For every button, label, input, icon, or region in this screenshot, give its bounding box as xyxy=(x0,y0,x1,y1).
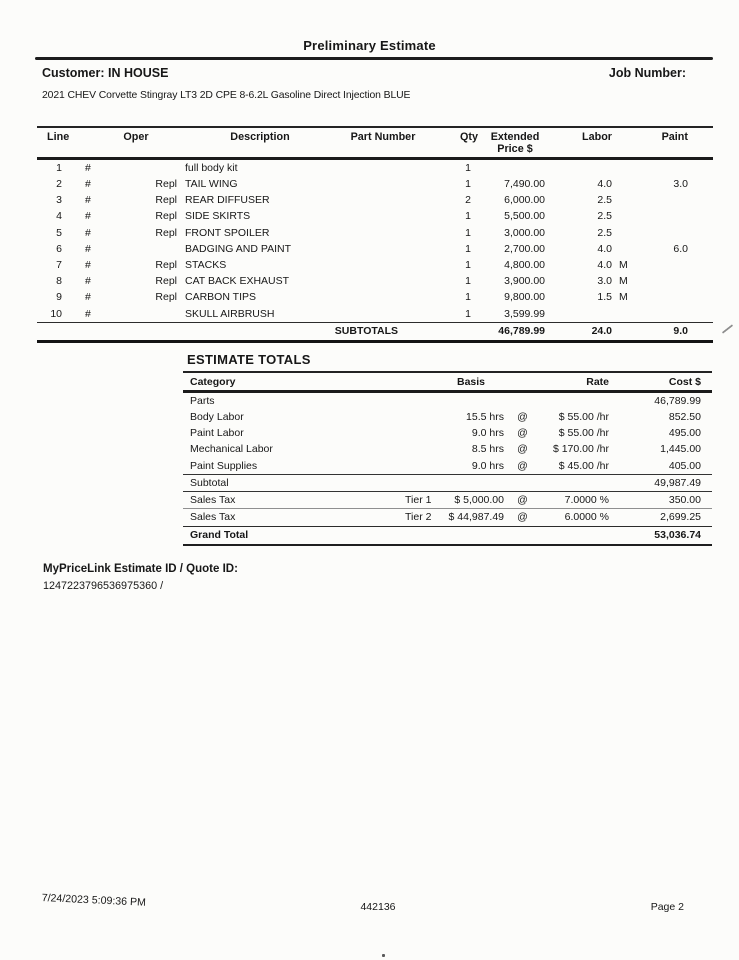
pen-mark-artifact xyxy=(722,324,733,334)
item-part-number xyxy=(341,306,425,323)
item-description: TAIL WING xyxy=(185,178,238,191)
col-header-oper: Oper xyxy=(123,131,149,143)
item-marker: # xyxy=(85,242,91,255)
item-line-number: 5 xyxy=(56,226,62,239)
item-part-number xyxy=(341,257,425,273)
totals-row xyxy=(183,442,712,458)
totals-rate xyxy=(535,526,615,545)
col-header-paint: Paint xyxy=(661,131,688,143)
item-part-number xyxy=(341,159,425,177)
item-extended-price: 3,599.99 xyxy=(504,307,545,320)
item-paint-hours xyxy=(634,159,690,177)
item-description: STACKS xyxy=(185,258,227,271)
subtotals-row xyxy=(37,322,713,341)
item-description: SIDE SKIRTS xyxy=(185,210,251,223)
item-marker: # xyxy=(85,275,91,288)
subtotals-label: SUBTOTALS xyxy=(334,325,398,338)
subtotals-extended-price: 46,789.99 xyxy=(498,325,545,338)
table-row xyxy=(37,257,713,273)
item-oper xyxy=(93,241,179,257)
item-line-number: 3 xyxy=(56,194,62,207)
item-labor-flag xyxy=(614,192,634,208)
item-labor-flag: M xyxy=(619,291,628,304)
item-extended-price xyxy=(480,159,550,177)
totals-row xyxy=(183,425,712,441)
item-extended-price: 3,000.00 xyxy=(504,226,545,239)
customer-label: Customer: IN HOUSE xyxy=(42,66,169,80)
item-paint-hours xyxy=(634,192,690,208)
item-part-number xyxy=(341,241,425,257)
totals-tier xyxy=(390,458,432,475)
item-paint-hours xyxy=(634,225,690,241)
totals-category: Sales Tax xyxy=(190,493,236,506)
col-header-description: Description xyxy=(230,131,290,143)
item-labor-hours: 2.5 xyxy=(597,210,612,223)
item-marker: # xyxy=(85,291,91,304)
item-labor-flag xyxy=(614,306,634,323)
item-part-number xyxy=(341,192,425,208)
items-header-row xyxy=(37,127,713,159)
col-header-basis: Basis xyxy=(456,375,486,388)
item-part-number xyxy=(341,273,425,289)
totals-sales-tax-row xyxy=(183,492,712,509)
item-marker: # xyxy=(85,226,91,239)
item-labor-hours: 4.0 xyxy=(597,258,612,271)
totals-basis xyxy=(432,392,510,410)
item-description: BADGING AND PAINT xyxy=(185,242,291,255)
totals-rate: 7.0000 % xyxy=(564,493,609,506)
item-labor-flag xyxy=(614,159,634,177)
item-labor-hours: 2.5 xyxy=(597,194,612,207)
item-line-number: 7 xyxy=(56,258,62,271)
totals-cost: 852.50 xyxy=(668,411,701,424)
item-extended-price: 7,490.00 xyxy=(504,178,545,191)
item-labor-flag xyxy=(614,225,634,241)
item-extended-price: 5,500.00 xyxy=(504,210,545,223)
footer-datetime: 7/24/2023 5:09:36 PM xyxy=(41,892,147,909)
document-title: Preliminary Estimate xyxy=(303,38,436,53)
item-marker: # xyxy=(85,258,91,271)
totals-basis: 8.5 hrs xyxy=(471,443,504,456)
subtotals-paint: 9.0 xyxy=(673,325,688,338)
totals-at-sign: @ xyxy=(517,459,528,472)
totals-basis: $ 44,987.49 xyxy=(448,511,504,524)
item-description: FRONT SPOILER xyxy=(185,226,270,239)
item-description: CARBON TIPS xyxy=(185,291,256,304)
extended-price-header-line2: Price $ xyxy=(497,143,533,155)
col-header-category: Category xyxy=(190,375,236,388)
item-oper: Repl xyxy=(155,275,177,288)
totals-grand-total-row xyxy=(183,526,712,545)
item-oper: Repl xyxy=(155,194,177,207)
totals-cost: 1,445.00 xyxy=(660,443,701,456)
subtotals-labor: 24.0 xyxy=(591,325,612,338)
totals-tier xyxy=(390,425,432,441)
table-row xyxy=(37,192,713,208)
item-paint-hours xyxy=(634,306,690,323)
totals-header-row xyxy=(183,373,712,392)
table-row xyxy=(37,306,713,323)
totals-category: Paint Supplies xyxy=(190,459,258,472)
item-labor-hours: 1.5 xyxy=(597,291,612,304)
col-header-marker xyxy=(67,127,93,159)
footer-document-number: 442136 xyxy=(360,901,396,913)
totals-rate: $ 55.00 /hr xyxy=(558,411,609,424)
table-row xyxy=(37,159,713,177)
item-marker: # xyxy=(85,178,91,191)
totals-basis: 15.5 hrs xyxy=(466,411,504,424)
item-description: SKULL AIRBRUSH xyxy=(185,307,275,320)
totals-category: Mechanical Labor xyxy=(190,443,273,456)
col-header-labor-flag xyxy=(614,127,634,159)
item-qty: 1 xyxy=(465,258,471,271)
totals-row xyxy=(183,409,712,425)
item-paint-hours xyxy=(634,209,690,225)
item-labor-flag: M xyxy=(619,258,628,271)
item-line-number: 10 xyxy=(50,307,62,320)
totals-cost: 53,036.74 xyxy=(654,528,701,541)
col-header-cost: Cost $ xyxy=(668,375,701,388)
col-header-qty: Qty xyxy=(460,131,478,143)
totals-basis: 9.0 hrs xyxy=(471,459,504,472)
totals-rate xyxy=(535,392,615,410)
totals-cost: 405.00 xyxy=(668,459,701,472)
job-number-label: Job Number: xyxy=(608,66,686,80)
item-qty: 1 xyxy=(465,210,471,223)
totals-tier xyxy=(390,409,432,425)
estimate-totals-section xyxy=(183,352,712,546)
item-extended-price: 9,800.00 xyxy=(504,291,545,304)
item-oper xyxy=(93,159,179,177)
item-qty: 1 xyxy=(465,226,471,239)
item-oper: Repl xyxy=(155,226,177,239)
item-extended-price: 6,000.00 xyxy=(504,194,545,207)
totals-at-sign: @ xyxy=(517,427,528,440)
vehicle-description: 2021 CHEV Corvette Stingray LT3 2D CPE 8-6.2L Gasoline Direct Injection BLUE xyxy=(42,90,411,101)
item-labor-flag: M xyxy=(619,275,628,288)
col-header-line: Line xyxy=(47,131,70,143)
totals-at-sign xyxy=(510,474,535,491)
totals-basis: $ 5,000.00 xyxy=(454,493,504,506)
totals-cost: 495.00 xyxy=(668,427,701,440)
item-qty: 1 xyxy=(465,161,471,174)
item-paint-hours xyxy=(634,257,690,273)
mypricelink-label: MyPriceLink Estimate ID / Quote ID: xyxy=(43,563,238,575)
totals-rate: 6.0000 % xyxy=(564,511,609,524)
table-row xyxy=(37,176,713,192)
totals-category: Body Labor xyxy=(190,411,244,424)
totals-at-sign xyxy=(510,526,535,545)
totals-rate: $ 45.00 /hr xyxy=(558,459,609,472)
item-labor-flag xyxy=(614,209,634,225)
totals-at-sign: @ xyxy=(517,411,528,424)
item-paint-hours xyxy=(634,290,690,306)
extended-price-header-line1: Extended xyxy=(490,131,540,143)
item-paint-hours: 6.0 xyxy=(673,242,688,255)
item-oper: Repl xyxy=(155,178,177,191)
totals-at-sign: @ xyxy=(517,443,528,456)
mypricelink-value: 1247223796536975360 / xyxy=(43,580,164,592)
totals-category: Subtotal xyxy=(190,476,229,489)
totals-basis xyxy=(432,526,510,545)
totals-at-sign: @ xyxy=(517,493,528,506)
estimate-totals-table xyxy=(183,373,712,546)
item-labor-flag xyxy=(614,241,634,257)
totals-tier xyxy=(390,392,432,410)
totals-tier: Tier 2 xyxy=(405,511,432,524)
item-part-number xyxy=(341,176,425,192)
totals-row xyxy=(183,458,712,475)
item-extended-price: 2,700.00 xyxy=(504,242,545,255)
item-labor-hours: 2.5 xyxy=(597,226,612,239)
item-marker: # xyxy=(85,307,91,320)
title-horizontal-rule xyxy=(35,57,713,60)
item-labor-flag xyxy=(614,176,634,192)
totals-tier: Tier 1 xyxy=(405,493,432,506)
item-paint-hours: 3.0 xyxy=(673,178,688,191)
line-items-table xyxy=(37,126,713,343)
footer-page-number: Page 2 xyxy=(650,901,684,913)
totals-category: Parts xyxy=(190,394,215,407)
item-marker: # xyxy=(85,161,91,174)
totals-category: Paint Labor xyxy=(190,427,244,440)
item-labor-hours: 4.0 xyxy=(597,178,612,191)
item-qty: 1 xyxy=(465,307,471,320)
item-labor-hours xyxy=(550,159,614,177)
totals-basis: 9.0 hrs xyxy=(471,427,504,440)
item-oper: Repl xyxy=(155,258,177,271)
col-header-rate: Rate xyxy=(586,375,609,388)
item-qty: 1 xyxy=(465,275,471,288)
totals-tier xyxy=(390,442,432,458)
item-line-number: 8 xyxy=(56,275,62,288)
item-qty: 2 xyxy=(465,194,471,207)
totals-basis xyxy=(432,474,510,491)
col-header-at xyxy=(510,373,535,392)
item-line-number: 4 xyxy=(56,210,62,223)
table-row xyxy=(37,209,713,225)
totals-at-sign xyxy=(510,392,535,410)
item-oper: Repl xyxy=(155,210,177,223)
col-header-spacer xyxy=(690,127,713,159)
totals-tier xyxy=(390,474,432,491)
totals-tier xyxy=(390,526,432,545)
estimate-totals-title: ESTIMATE TOTALS xyxy=(183,352,712,373)
col-header-labor: Labor xyxy=(582,131,612,143)
item-labor-hours: 3.0 xyxy=(597,275,612,288)
item-line-number: 9 xyxy=(56,291,62,304)
item-line-number: 2 xyxy=(56,178,62,191)
item-marker: # xyxy=(85,210,91,223)
item-line-number: 1 xyxy=(56,161,62,174)
item-labor-hours: 4.0 xyxy=(597,242,612,255)
table-row xyxy=(37,225,713,241)
item-description: REAR DIFFUSER xyxy=(185,194,270,207)
item-description: full body kit xyxy=(185,161,238,174)
item-oper xyxy=(93,306,179,323)
col-header-tier xyxy=(390,373,432,392)
item-part-number xyxy=(341,225,425,241)
table-row xyxy=(37,273,713,289)
scan-speck-artifact xyxy=(382,954,385,957)
item-part-number xyxy=(341,290,425,306)
table-row xyxy=(37,290,713,306)
totals-row xyxy=(183,392,712,410)
item-line-number: 6 xyxy=(56,242,62,255)
totals-category: Sales Tax xyxy=(190,511,236,524)
item-description: CAT BACK EXHAUST xyxy=(185,275,290,288)
totals-category: Grand Total xyxy=(190,528,249,541)
totals-sales-tax-row xyxy=(183,509,712,526)
item-labor-hours xyxy=(550,306,614,323)
item-marker: # xyxy=(85,194,91,207)
item-qty: 1 xyxy=(465,178,471,191)
col-header-part-number: Part Number xyxy=(350,131,416,143)
totals-cost: 350.00 xyxy=(668,493,701,506)
item-oper: Repl xyxy=(155,291,177,304)
totals-rate xyxy=(535,474,615,491)
item-part-number xyxy=(341,209,425,225)
item-extended-price: 3,900.00 xyxy=(504,275,545,288)
totals-cost: 46,789.99 xyxy=(654,394,701,407)
totals-subtotal-row xyxy=(183,474,712,491)
totals-rate: $ 55.00 /hr xyxy=(558,427,609,440)
col-header-extended-price xyxy=(480,127,550,159)
totals-cost: 2,699.25 xyxy=(660,511,701,524)
item-qty: 1 xyxy=(465,242,471,255)
table-row xyxy=(37,241,713,257)
item-extended-price: 4,800.00 xyxy=(504,258,545,271)
totals-cost: 49,987.49 xyxy=(654,476,701,489)
totals-rate: $ 170.00 /hr xyxy=(552,443,609,456)
item-paint-hours xyxy=(634,273,690,289)
totals-at-sign: @ xyxy=(517,511,528,524)
item-qty: 1 xyxy=(465,291,471,304)
